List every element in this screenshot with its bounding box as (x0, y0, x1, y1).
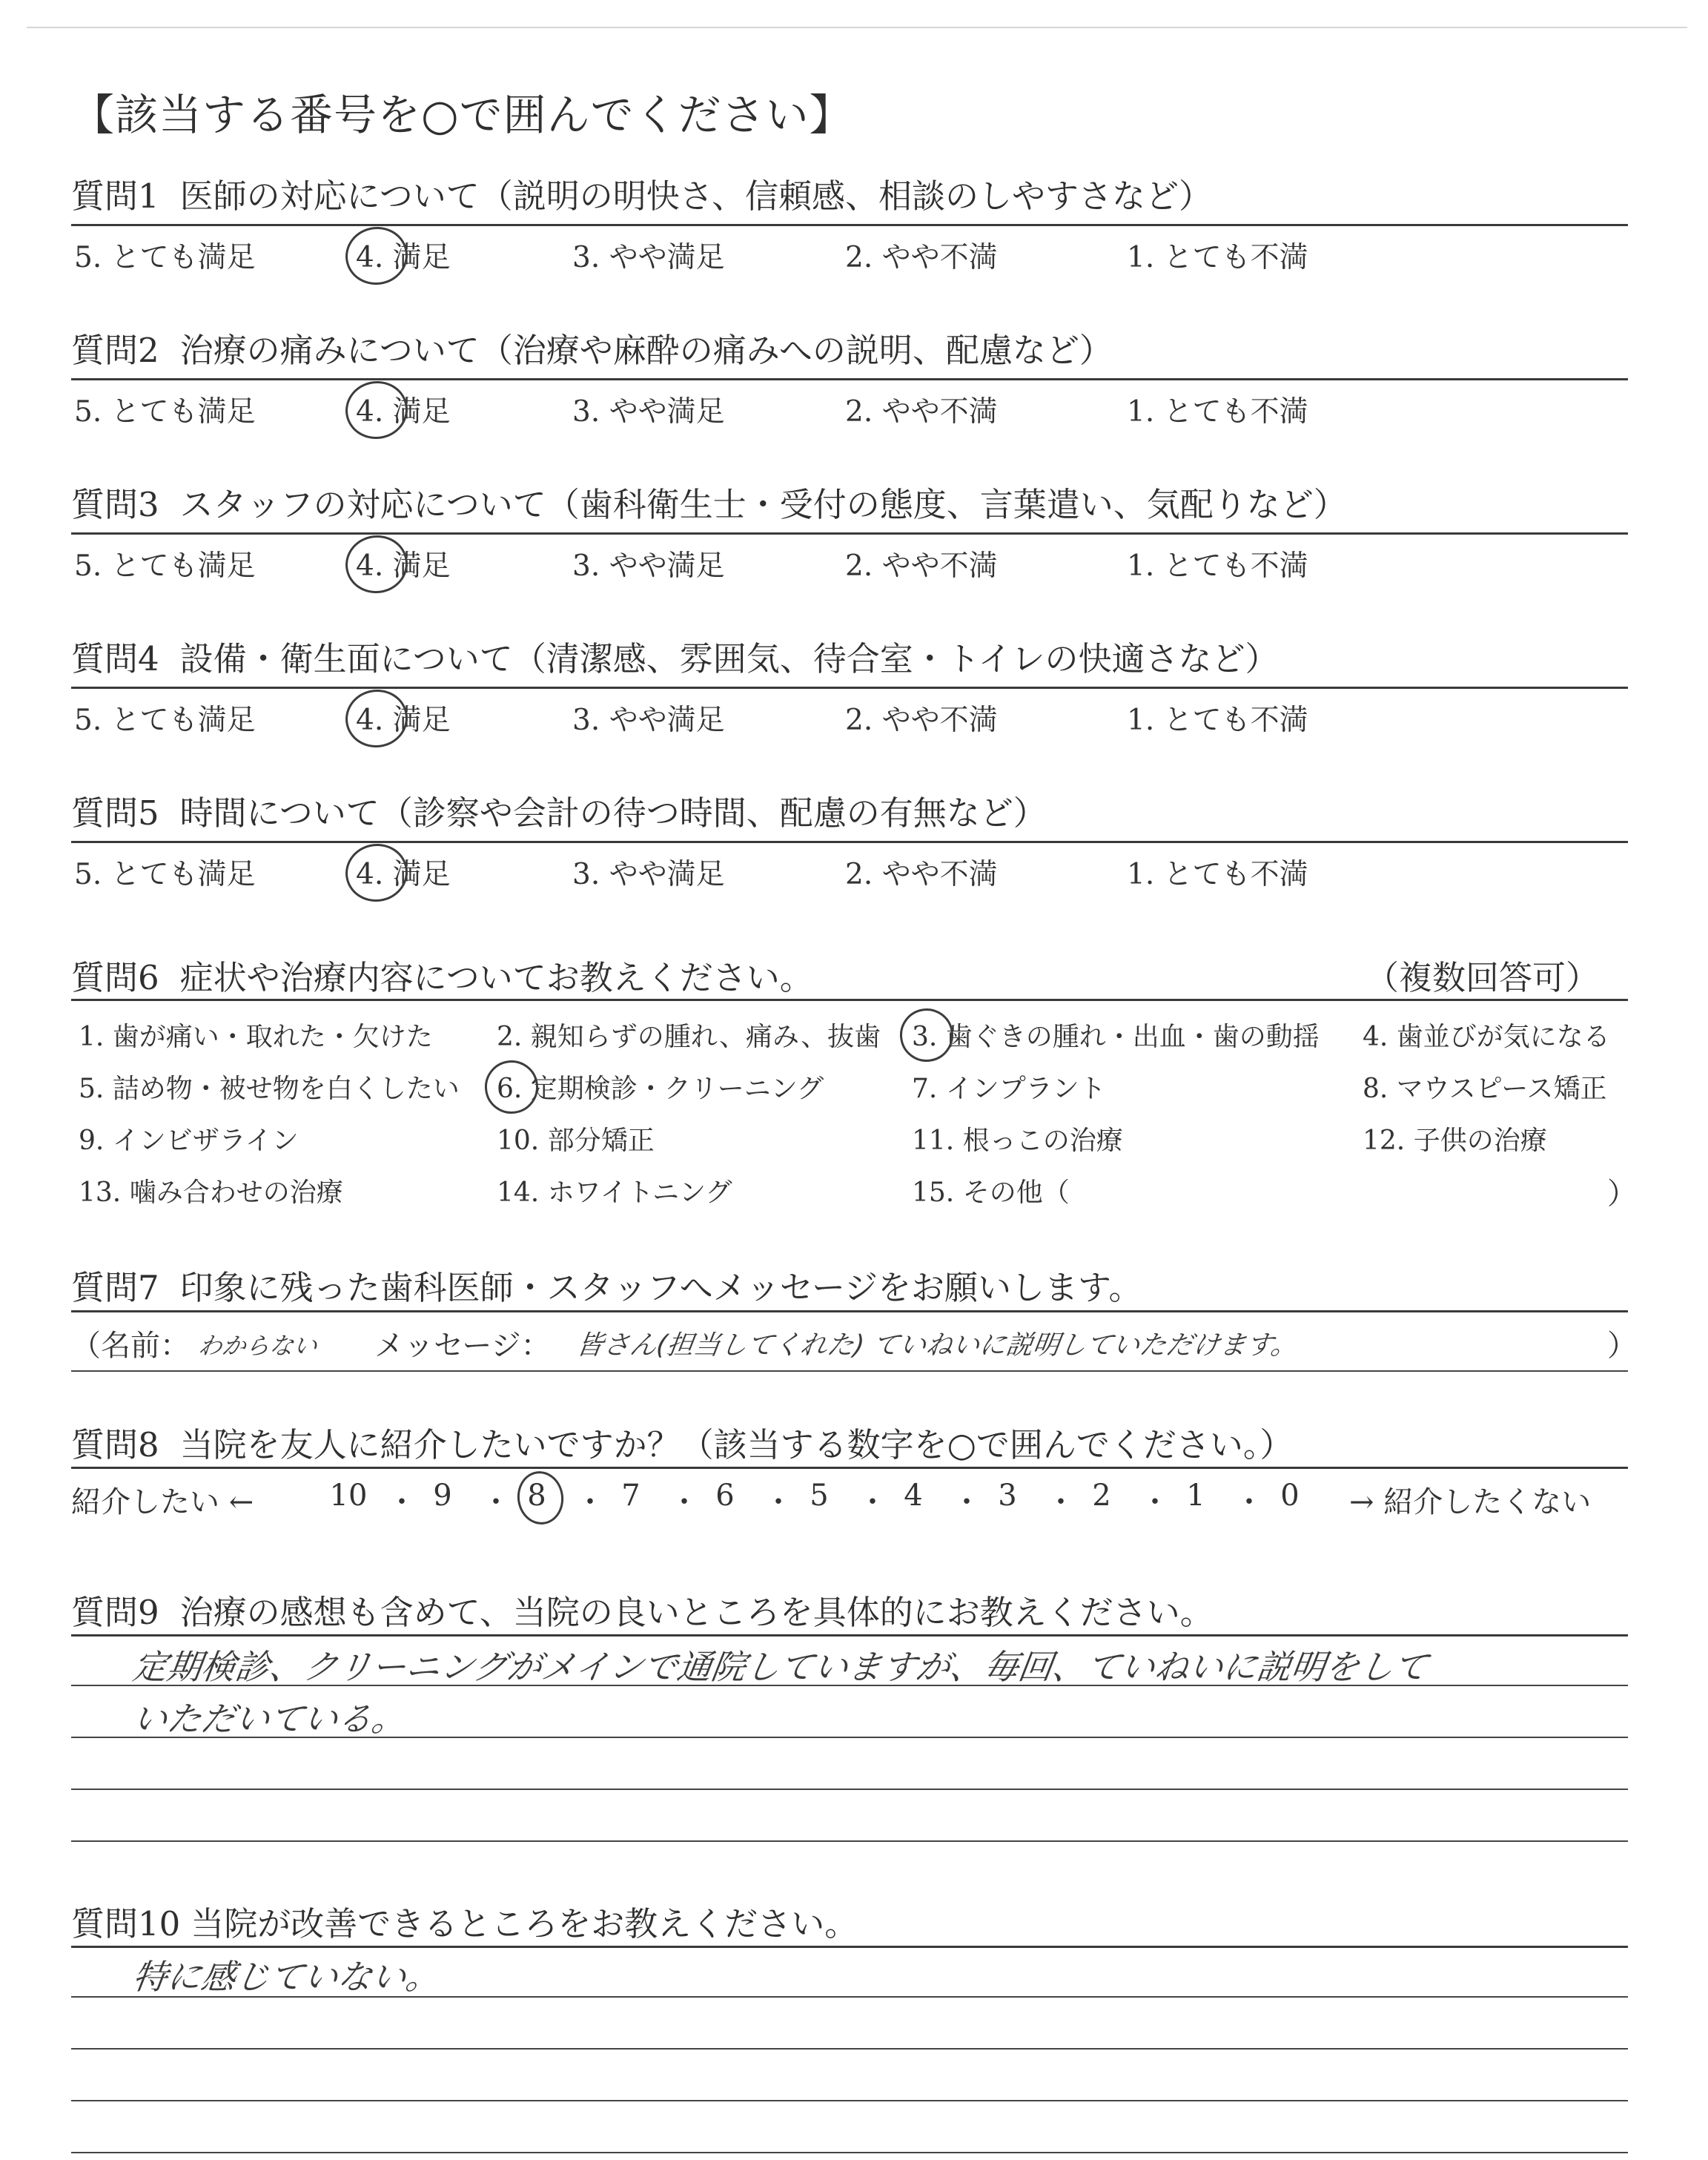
q4-title (71, 632, 1279, 680)
q10-rule (71, 1946, 1628, 1948)
q2-number: 質問2 (71, 331, 159, 370)
rating-option: 1. とても不満 (1127, 241, 1308, 274)
q4-text: 設備・衛生面について（清潔感、雰囲気、待合室・トイレの快適さなど） (179, 639, 1279, 678)
q9-text: 治療の感想も含めて、当院の良いところを具体的にお教えください。 (179, 1593, 1214, 1632)
q3-number: 質問3 (71, 485, 159, 524)
q7-bottom-rule (71, 1370, 1628, 1372)
q6-item: 8. マウスピース矯正 (1363, 1074, 1607, 1104)
q8-scale-value: 1 (1186, 1479, 1205, 1513)
selection-circle (342, 377, 411, 443)
q6-item: 14. ホワイトニング (497, 1178, 732, 1208)
q9-answer-text-2: いただいている。 (130, 1699, 409, 1739)
rating-option: 1. とても不満 (1127, 549, 1308, 583)
q7-text: 印象に残った歯科医師・スタッフへメッセージをお願いします。 (179, 1268, 1142, 1307)
q6-item: 9. インビザライン (79, 1126, 299, 1156)
rating-option: 5. とても満足 (74, 241, 256, 274)
rating-option: 2. やや不満 (845, 549, 998, 583)
q8-scale-value: 10 (329, 1479, 368, 1513)
q8-scale-dot: ・ (1046, 1485, 1076, 1519)
q6-item: 3. 歯ぐきの腫れ・出血・歯の動揺 (912, 1022, 1320, 1052)
q8-scale-dot: ・ (669, 1485, 699, 1519)
q9-answer-line (71, 1789, 1628, 1790)
q5-number: 質問5 (71, 793, 159, 833)
q3-text: スタッフの対応について（歯科衛生士・受付の態度、言葉遣い、気配りなど） (179, 485, 1347, 524)
rating-option: 5. とても満足 (74, 704, 256, 737)
top-border (27, 27, 1687, 28)
selection-circle (481, 1057, 541, 1117)
selection-circle (342, 532, 411, 598)
q8-scale-value: 7 (621, 1479, 640, 1513)
q5-title (71, 786, 1047, 834)
q8-scale-value: 6 (715, 1479, 735, 1513)
q10-answer-line (71, 2100, 1628, 2101)
rating-option: 4. 満足 (356, 704, 451, 737)
rating-option: 4. 満足 (356, 549, 451, 583)
q7-title (71, 1261, 1142, 1309)
q6-title (71, 951, 813, 999)
page-header: 【該当する番号を○で囲んでください】 (71, 90, 853, 140)
q8-scale-value: 2 (1092, 1479, 1111, 1513)
q6-note: （複数回答可） (1366, 958, 1600, 997)
q8-scale-value: 9 (433, 1479, 452, 1513)
rating-option: 3. やや満足 (572, 241, 725, 274)
selection-circle (342, 223, 411, 289)
selection-circle (342, 686, 411, 752)
q9-number: 質問9 (71, 1593, 159, 1632)
q8-number: 質問8 (71, 1425, 159, 1464)
q7-number: 質問7 (71, 1268, 159, 1307)
q6-item: 1. 歯が痛い・取れた・欠けた (79, 1022, 433, 1052)
q1-rule (71, 224, 1628, 226)
rating-option: 1. とても不満 (1127, 395, 1308, 429)
q9-rule (71, 1634, 1628, 1636)
rating-option: 5. とても満足 (74, 395, 256, 429)
q8-scale-value: 3 (998, 1479, 1017, 1513)
q8-text: 当院を友人に紹介したいですか？（該当する数字を○で囲んでください。） (179, 1425, 1294, 1464)
q6-item: 5. 詰め物・被せ物を白くしたい (79, 1074, 460, 1104)
selection-circle (514, 1468, 566, 1527)
rating-option: 3. やや満足 (572, 395, 725, 429)
q8-scale-dot: ・ (952, 1485, 982, 1519)
rating-option: 5. とても満足 (74, 549, 256, 583)
rating-option: 1. とても不満 (1127, 858, 1308, 891)
q10-text: 当院が改善できるところをお教えください。 (191, 1904, 858, 1943)
q6-item: 10. 部分矯正 (497, 1126, 655, 1156)
q8-scale-dot: ・ (858, 1485, 887, 1519)
q8-left-label: 紹介したい ← (71, 1485, 254, 1519)
q6-rule (71, 999, 1628, 1001)
q1-number: 質問1 (71, 176, 159, 216)
q6-item: 4. 歯並びが気になる (1363, 1022, 1610, 1052)
selection-circle (896, 1005, 956, 1065)
q1-title (71, 169, 1212, 217)
q3-title (71, 478, 1347, 526)
q8-rule (71, 1467, 1628, 1469)
rating-option: 3. やや満足 (572, 549, 725, 583)
q8-scale-dot: ・ (764, 1485, 793, 1519)
q6-text: 症状や治療内容についてお教えください。 (179, 958, 813, 997)
q6-item: 15. その他（ (912, 1178, 1070, 1208)
q8-scale-value: 4 (904, 1479, 923, 1513)
q4-rule (71, 687, 1628, 689)
q8-scale-dot: ・ (1140, 1485, 1170, 1519)
q6-item: 2. 親知らずの腫れ、痛み、抜歯 (497, 1022, 881, 1052)
q6-item: 7. インプラント (912, 1074, 1106, 1104)
q5-rule (71, 841, 1628, 843)
q7-close-paren: ） (1607, 1329, 1637, 1363)
q6-item: 11. 根っこの治療 (912, 1126, 1123, 1156)
rating-option: 4. 満足 (356, 858, 451, 891)
q8-scale-dot: ・ (1234, 1485, 1264, 1519)
q6-close-paren: ） (1607, 1177, 1637, 1211)
q2-rule (71, 378, 1628, 380)
q8-right-label: → 紹介したくない (1349, 1485, 1592, 1519)
q8-title (71, 1418, 1293, 1466)
selection-circle (342, 840, 411, 906)
rating-option: 3. やや満足 (572, 704, 725, 737)
q6-item: 6. 定期検診・クリーニング (497, 1074, 824, 1104)
q10-answer-line (71, 2048, 1628, 2050)
q8-scale-dot: ・ (387, 1485, 417, 1519)
rating-option: 5. とても満足 (74, 858, 256, 891)
rating-option: 2. やや不満 (845, 858, 998, 891)
q9-title (71, 1585, 1214, 1634)
q6-item: 12. 子供の治療 (1363, 1126, 1547, 1156)
q3-rule (71, 532, 1628, 535)
q7-name-value: わからない (196, 1332, 320, 1360)
q10-answer-text: 特に感じていない。 (130, 1957, 443, 1997)
rating-option: 1. とても不満 (1127, 704, 1308, 737)
q8-scale-dot: ・ (481, 1485, 511, 1519)
q6-item: 13. 噛み合わせの治療 (79, 1178, 343, 1208)
rating-option: 2. やや不満 (845, 704, 998, 737)
q7-message-label: メッセージ： (374, 1329, 551, 1363)
rating-option: 2. やや不満 (845, 241, 998, 274)
rating-option: 4. 満足 (356, 395, 451, 429)
q1-text: 医師の対応について（説明の明快さ、信頼感、相談のしやすさなど） (179, 176, 1212, 216)
q2-text: 治療の痛みについて（治療や麻酔の痛みへの説明、配慮など） (179, 331, 1113, 370)
rating-option: 3. やや満足 (572, 858, 725, 891)
q10-number: 質問10 (71, 1904, 181, 1943)
q5-text: 時間について（診察や会計の待つ時間、配慮の有無など） (179, 793, 1047, 833)
rating-option: 4. 満足 (356, 241, 451, 274)
q7-message-value: 皆さん(担当してくれた) ていねいに説明していただけます。 (574, 1330, 1300, 1361)
rating-option: 2. やや不満 (845, 395, 998, 429)
q6-number: 質問6 (71, 958, 159, 997)
q8-scale-dot: ・ (575, 1485, 605, 1519)
q8-scale-value: 0 (1280, 1479, 1300, 1513)
q10-title (71, 1897, 858, 1945)
q7-rule (71, 1310, 1628, 1312)
q8-scale-value: 5 (810, 1479, 829, 1513)
q8-scale-value: 8 (527, 1479, 546, 1513)
q9-answer-text-1: 定期検診、クリーニングがメインで通院していますが、毎回、ていねいに説明をして (130, 1647, 1431, 1687)
q2-title (71, 323, 1113, 371)
q10-answer-line (71, 2152, 1628, 2153)
q9-answer-line (71, 1840, 1628, 1842)
q7-name-label: （名前： (71, 1329, 190, 1363)
q4-number: 質問4 (71, 639, 159, 678)
